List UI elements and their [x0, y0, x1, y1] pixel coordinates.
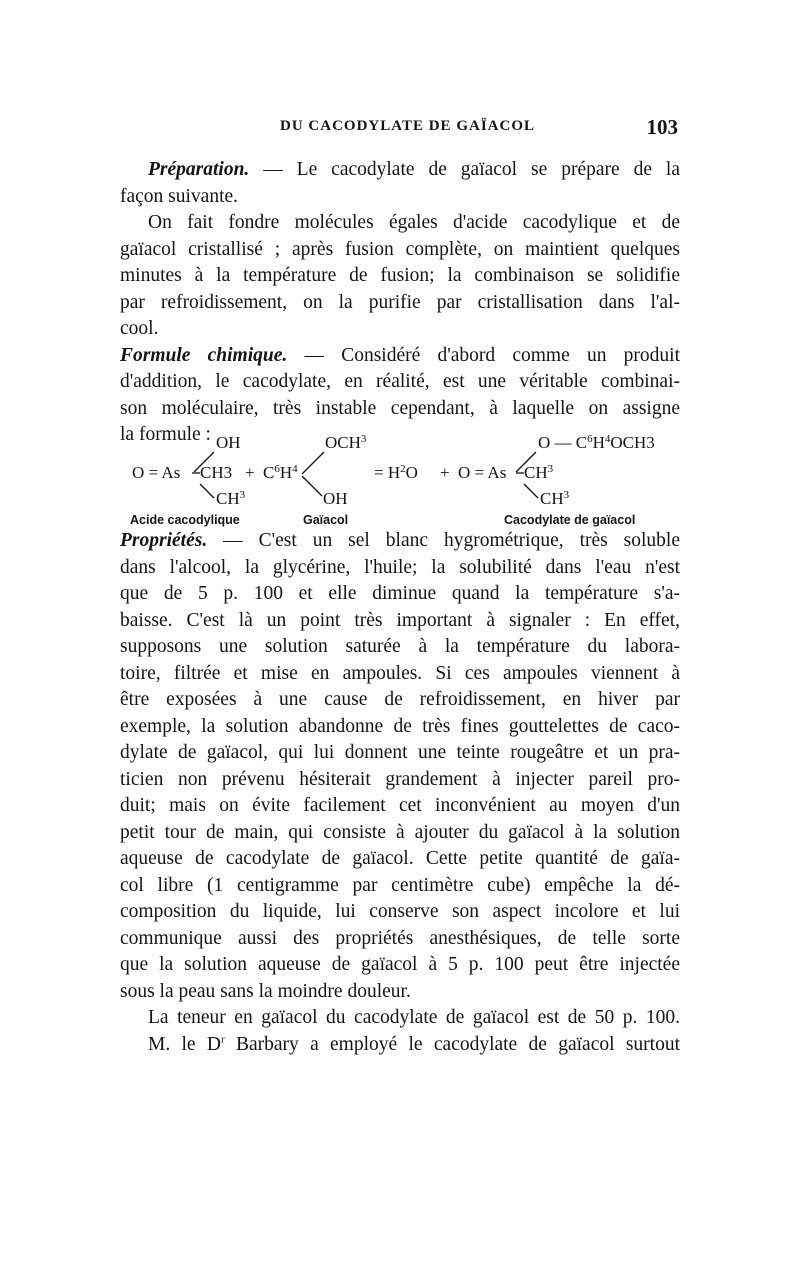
proprietes-line: petit tour de main, qui consiste à ajouter du gaïacol à la solution [120, 821, 680, 843]
teneur-line: La teneur en gaïacol du cacodylate de gaïacol est de 50 p. 100. [148, 1007, 680, 1028]
r1-o-eq: O = As [132, 463, 181, 482]
preparation-line-1: Préparation. — Le cacodylate de gaïacol se prépare de la [148, 159, 681, 180]
proprietes-line: ticien non prévenu hésiterait grandement à injecter pareil pro- [120, 768, 680, 790]
plus-sign: + [245, 463, 255, 482]
caption-acide: Acide cacodylique [130, 513, 240, 527]
formula-diagram [120, 432, 690, 528]
procedure-line: gaïacol cristallisé ; après fusion complète, on maintient quelques [120, 238, 680, 260]
formule-label: Formule chimique. [120, 344, 288, 366]
formule-line-1: Formule chimique. — Considéré d'abord comme un produit [120, 344, 681, 366]
equals-water: = $H^2O$ [374, 463, 418, 482]
page-header [120, 115, 680, 148]
proprietes-line: composition du liquide, lui conserve son aspect incolore et lui [120, 901, 680, 922]
p-middle: $CH^3$ [524, 463, 554, 482]
r2-bottom: OH [323, 489, 348, 508]
proprietes-line: sous la peau sans la moindre douleur. [120, 980, 411, 1002]
proprietes-line: supposons une solution saturée à la température du labora- [120, 636, 680, 657]
proprietes-line: aqueuse de cacodylate de gaïacol. Cette petite quantité de gaïa- [120, 848, 680, 869]
p-o-eq: O = As [458, 463, 507, 482]
formule-line: la formule : [120, 424, 211, 445]
preparation-line-2: façon suivante. [120, 185, 239, 207]
procedure-line: par refroidissement, on la purifie par cristallisation dans l'al- [120, 291, 680, 313]
proprietes-line: communique aussi des propriétés anesthésiques, de telle sorte [120, 927, 680, 949]
r2-base: $C^6H^4$ [263, 463, 298, 482]
running-title: DU CACODYLATE DE GAÏACOL [280, 118, 535, 134]
p-top: O — $C^6H^4OCH3$ [538, 433, 655, 452]
proprietes-label: Propriétés. [120, 530, 208, 551]
proprietes-line-1: Propriétés. — C'est un sel blanc hygrométrique, très soluble [120, 530, 681, 551]
bond-line [302, 452, 324, 474]
formule-line: d'addition, le cacodylate, en réalité, est une véritable combinai- [120, 371, 680, 392]
preparation-label: Préparation. [148, 159, 250, 180]
proprietes-line: que de 5 p. 100 et elle diminue quand la température s'a- [120, 583, 680, 604]
text-block-lower [120, 528, 680, 1058]
procedure-line: minutes à la température de fusion; la combinaison se solidifie [120, 265, 680, 286]
caption-gaiacol: Gaïacol [303, 513, 349, 527]
procedure-line: cool. [120, 318, 159, 339]
proprietes-line: col libre (1 centigramme par centimètre cube) empêche la dé- [120, 874, 680, 896]
p-bottom: $CH^3$ [540, 489, 570, 508]
chemical-formula [120, 432, 690, 528]
bond-line [302, 476, 322, 496]
page-number: 103 [646, 115, 678, 139]
procedure-line: On fait fondre molécules égales d'acide cacodylique et de [148, 212, 680, 233]
r1-bottom: $CH^3$ [216, 489, 246, 508]
proprietes-line: être exposées à une cause de refroidissement, en hiver par [120, 689, 680, 710]
caption-cacodylate: Cacodylate de gaïacol [504, 513, 636, 527]
r2-top: OCH$^3$ [325, 433, 367, 452]
proprietes-line: que la solution aqueuse de gaïacol à 5 p. 100 peut être injectée [120, 954, 680, 975]
r1-middle: CH3 [200, 463, 233, 482]
proprietes-line: exemple, la solution abandonne de très fines gouttelettes de caco- [120, 715, 680, 737]
plus-sign: + [440, 463, 450, 482]
bond-line [524, 484, 538, 498]
proprietes-line: baisse. C'est là un point très important à signaler : En effet, [120, 609, 680, 631]
r1-top: OH [216, 433, 241, 452]
bond-line [200, 484, 214, 498]
barbary-line: M. le $D^r$ Barbary a employé le cacodylate de gaïacol surtout [148, 1033, 680, 1055]
proprietes-line: dans l'alcool, la glycérine, l'huile; la solubilité dans l'eau n'est [120, 556, 680, 578]
proprietes-line: duit; mais on évite facilement cet inconvénient au moyen d'un [120, 795, 680, 816]
text-block-upper [120, 157, 680, 449]
proprietes-line: toire, filtrée et mise en ampoules. Si ces ampoules viennent à [120, 662, 680, 684]
formule-line: son moléculaire, très instable cependant, à laquelle on assigne [120, 397, 680, 419]
proprietes-line: dylate de gaïacol, qui lui donnent une teinte rougeâtre et un pra- [120, 742, 680, 763]
